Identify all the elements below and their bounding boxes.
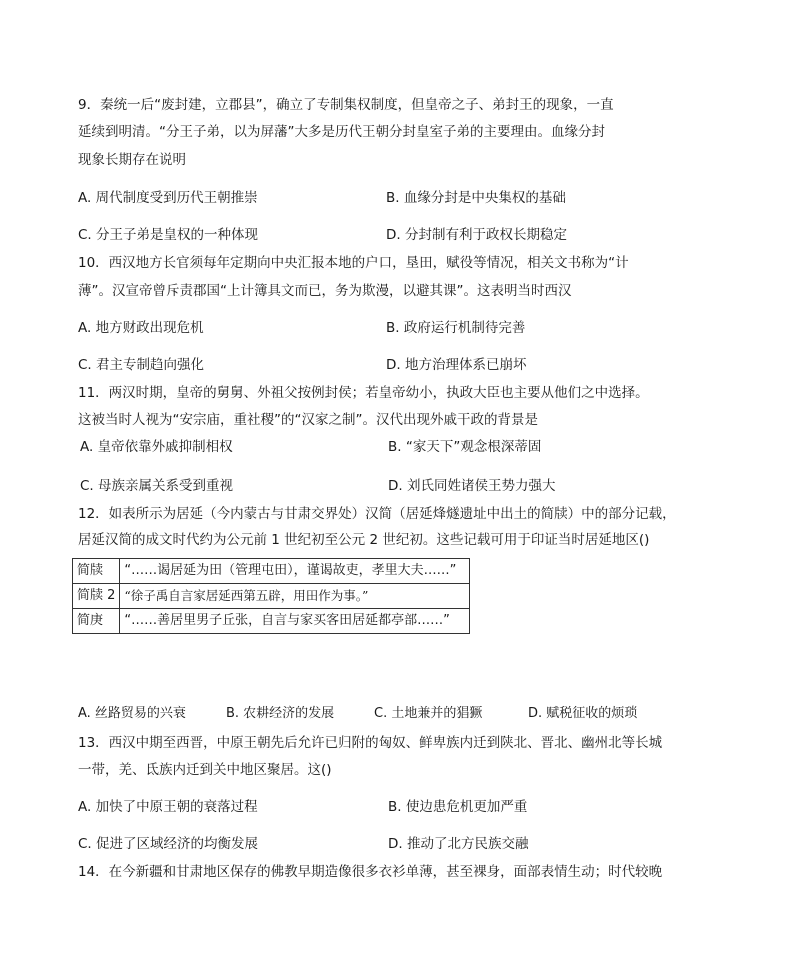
q9-option-c[interactable]: C. 分王子弟是皇权的一种体现	[78, 227, 259, 243]
q11-option-b[interactable]: B. “家天下”观念根深蒂固	[388, 439, 542, 455]
q9-stem-line-3: 现象长期存在说明	[78, 152, 186, 168]
q9-option-a[interactable]: A. 周代制度受到历代王朝推崇	[78, 190, 258, 206]
table-row	[73, 559, 470, 584]
q11-option-c[interactable]: C. 母族亲属关系受到重视	[80, 478, 234, 494]
q9-stem-line-1: 9．秦统一后“废封建，立郡县”，确立了专制集权制度，但皇帝之子、弟封王的现象，一直	[78, 97, 614, 113]
q13-option-a[interactable]: A. 加快了中原王朝的衰落过程	[78, 799, 258, 815]
q13-stem-line-1: 13．西汉中期至西晋，中原王朝先后允许已归附的匈奴、鲜卑族内迁到陕北、晋北、幽州北等长城	[78, 735, 663, 751]
q13-option-d[interactable]: D. 推动了北方民族交融	[388, 836, 529, 852]
q12-stem-line-2: 居延汉简的成文时代约为公元前 1 世纪初至公元 2 世纪初。这些记载可用于印证当时居延地区()	[78, 532, 650, 548]
q9-option-d[interactable]: D. 分封制有利于政权长期稳定	[386, 227, 567, 243]
q10-stem-line-2: 薄”。汉宣帝曾斥责郡国“上计簿具文而已，务为欺漫，以避其课”。这表明当时西汉	[78, 283, 572, 299]
q13-stem-line-2: 一带，羌、氐族内迁到关中地区聚居。这()	[78, 762, 332, 778]
q11-option-a[interactable]: A. 皇帝依靠外戚抑制相权	[80, 439, 233, 455]
q11-option-d[interactable]: D. 刘氏同姓诸侯王势力强大	[388, 478, 556, 494]
table-row	[73, 584, 470, 609]
slip-text: “……善居里男子丘张，自言与家买客田居延都亭部……”	[120, 609, 470, 634]
slip-text: “徐子禹自言家居延西第五辟，用田作为事。”	[120, 584, 470, 609]
q14-stem-line-1: 14．在今新疆和甘肃地区保存的佛教早期造像很多衣衫单薄，甚至裸身，面部表情生动；时代较晚	[78, 864, 663, 880]
q11-stem-line-1: 11．两汉时期，皇帝的舅舅、外祖父按例封侯；若皇帝幼小，执政大臣也主要从他们之中选择。	[78, 385, 649, 401]
slip-text: “……谒居延为田（管理屯田），谨谒故吏，孝里大夫……”	[120, 559, 470, 584]
slip-name: 简牍 2	[73, 584, 120, 609]
q13-option-b[interactable]: B. 使边患危机更加严重	[388, 799, 528, 815]
table-row	[73, 609, 470, 634]
slip-name: 简庚	[73, 609, 120, 634]
q12-option-b[interactable]: B. 农耕经济的发展	[226, 706, 335, 721]
q12-options-row	[78, 704, 698, 724]
q10-option-c[interactable]: C. 君主专制趋向强化	[78, 357, 205, 373]
q9-stem-line-2: 延续到明清。“分王子弟，以为屏藩”大多是历代王朝分封皇室子弟的主要理由。血缘分封	[78, 124, 605, 140]
q10-stem-line-1: 10．西汉地方长官须每年定期向中央汇报本地的户口，垦田，赋役等情况，相关文书称为“计	[78, 255, 629, 271]
q12-stem-line-1: 12．如表所示为居延（今内蒙古与甘肃交界处）汉简（居延烽燧遗址中出土的简牍）中的部分记载，	[78, 506, 676, 522]
slip-name: 简牍	[73, 559, 120, 584]
q12-option-a[interactable]: A. 丝路贸易的兴衰	[78, 706, 186, 721]
q11-stem-line-2: 这被当时人视为“安宗庙，重社稷”的“汉家之制”。汉代出现外戚干政的背景是	[78, 412, 538, 428]
q12-option-d[interactable]: D. 赋税征收的烦琐	[528, 706, 638, 721]
q10-option-a[interactable]: A. 地方财政出现危机	[78, 320, 204, 336]
q12-option-c[interactable]: C. 土地兼并的猖獗	[374, 706, 483, 721]
q13-option-c[interactable]: C. 促进了区域经济的均衡发展	[78, 836, 259, 852]
q9-option-b[interactable]: B. 血缘分封是中央集权的基础	[386, 190, 566, 206]
q10-option-b[interactable]: B. 政府运行机制待完善	[386, 320, 526, 336]
bamboo-slips-table	[72, 558, 470, 634]
q10-option-d[interactable]: D. 地方治理体系已崩坏	[386, 357, 527, 373]
